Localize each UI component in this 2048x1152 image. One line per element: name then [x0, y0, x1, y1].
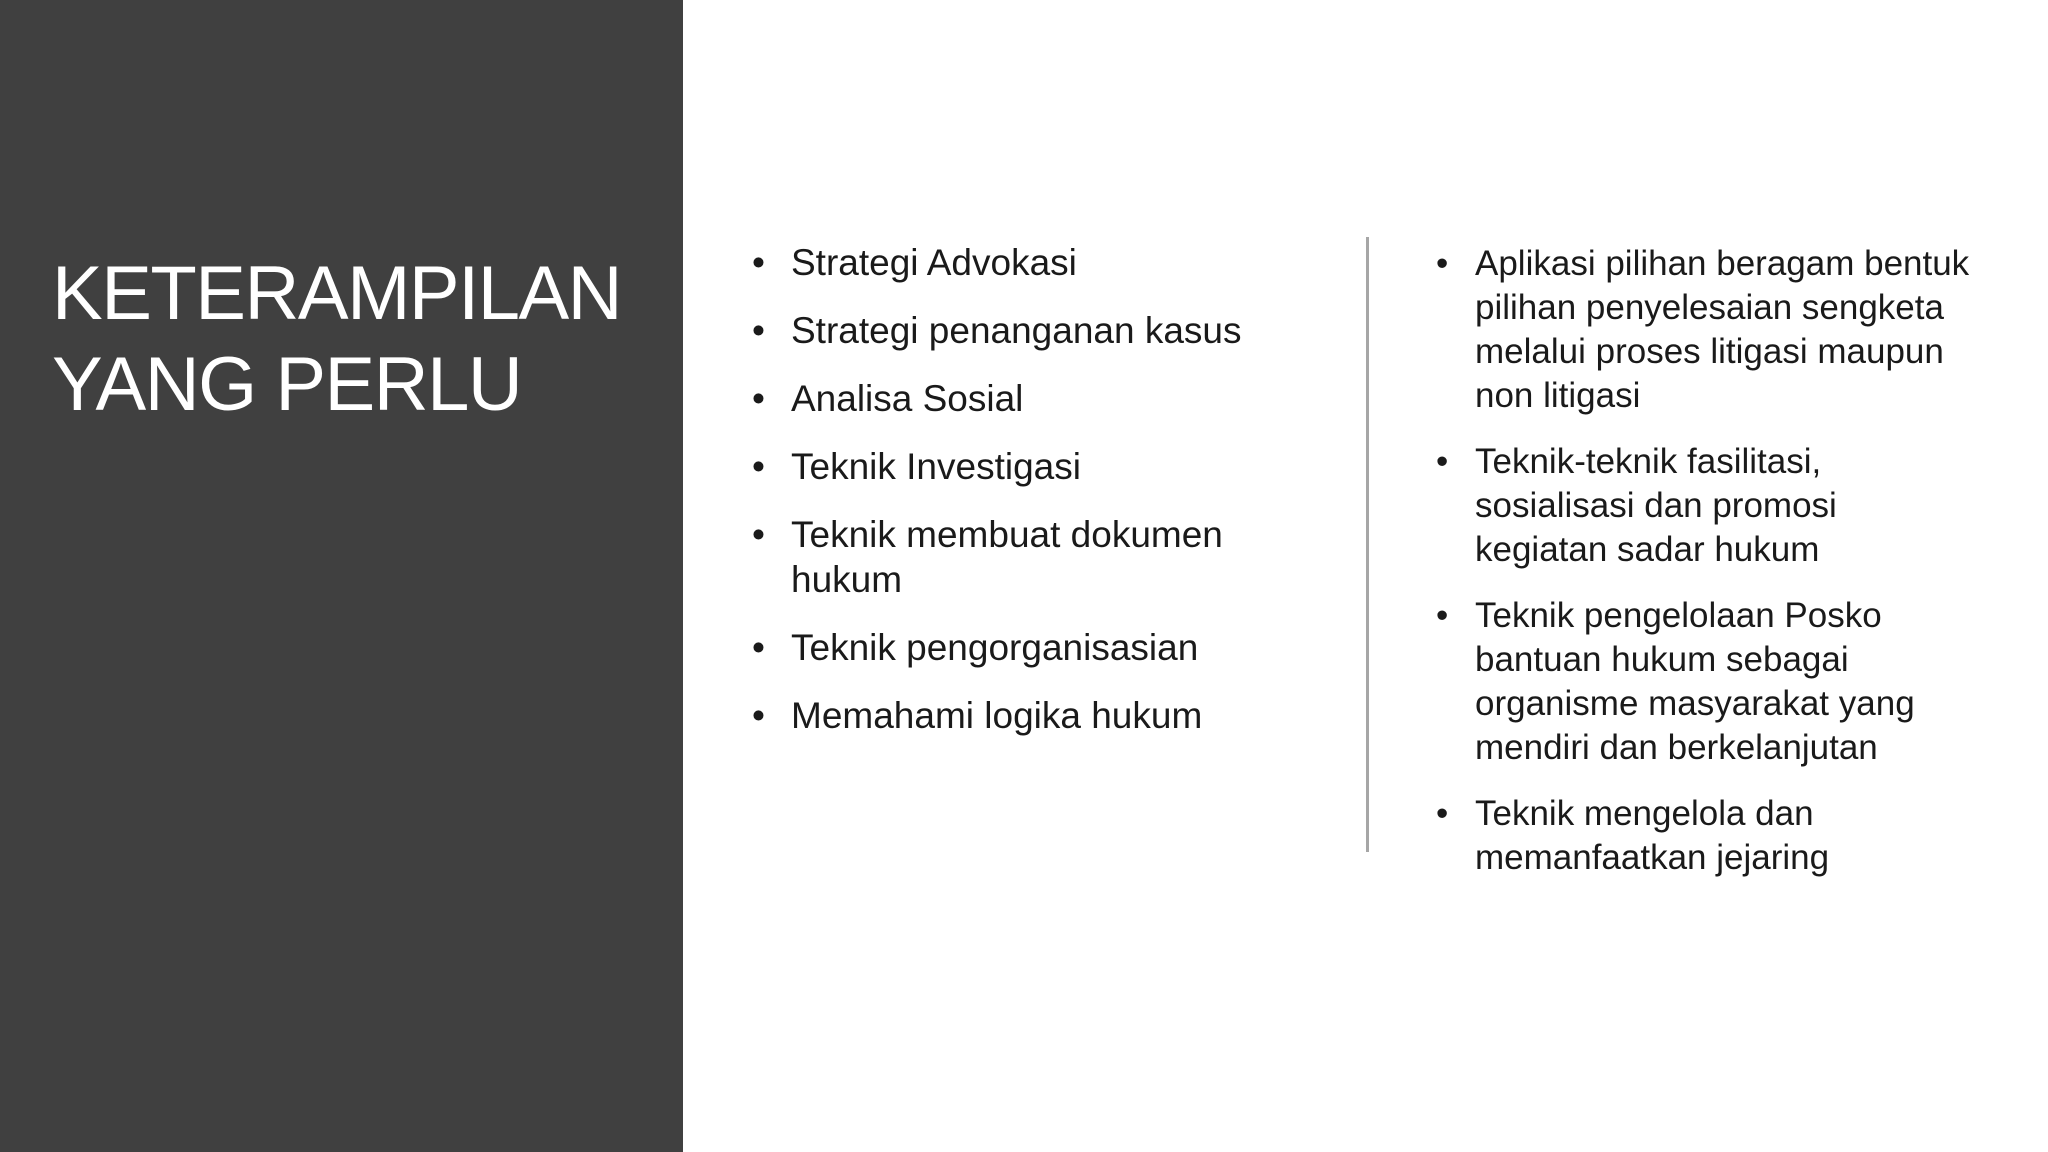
list-item: • Memahami logika hukum — [752, 693, 1312, 738]
list-item: • Teknik membuat dokumen hukum — [752, 512, 1271, 602]
list-item: • Teknik-teknik fasilitasi, sosialisasi dan promosi kegiatan sadar hukum — [1436, 440, 1895, 572]
list-item: • Teknik Investigasi — [752, 444, 1312, 489]
list-item: • Teknik pengelolaan Posko bantuan hukum sebagai organisme masyarakat yang mendiri dan berkelanjutan — [1436, 594, 2015, 770]
right-bullet-list — [1436, 242, 2016, 902]
list-item: • Strategi penanganan kasus — [752, 308, 1312, 353]
list-item: • Teknik mengelola dan memanfaatkan jejaring — [1436, 792, 1895, 880]
slide-title-line-1: KETERAMPILAN — [52, 251, 622, 336]
left-bullet-list — [752, 240, 1312, 761]
slide-title-line-2: YANG PERLU — [52, 342, 522, 427]
column-divider — [1366, 237, 1369, 852]
slide-title — [52, 248, 652, 430]
list-item: • Strategi Advokasi — [752, 240, 1312, 285]
list-item: • Analisa Sosial — [752, 376, 1312, 421]
title-panel — [0, 0, 683, 1152]
list-item: • Teknik pengorganisasian — [752, 625, 1312, 670]
list-item: • Aplikasi pilihan beragam bentuk pilihan penyelesaian sengketa melalui proses litigasi maupun non litigasi — [1436, 242, 1995, 418]
